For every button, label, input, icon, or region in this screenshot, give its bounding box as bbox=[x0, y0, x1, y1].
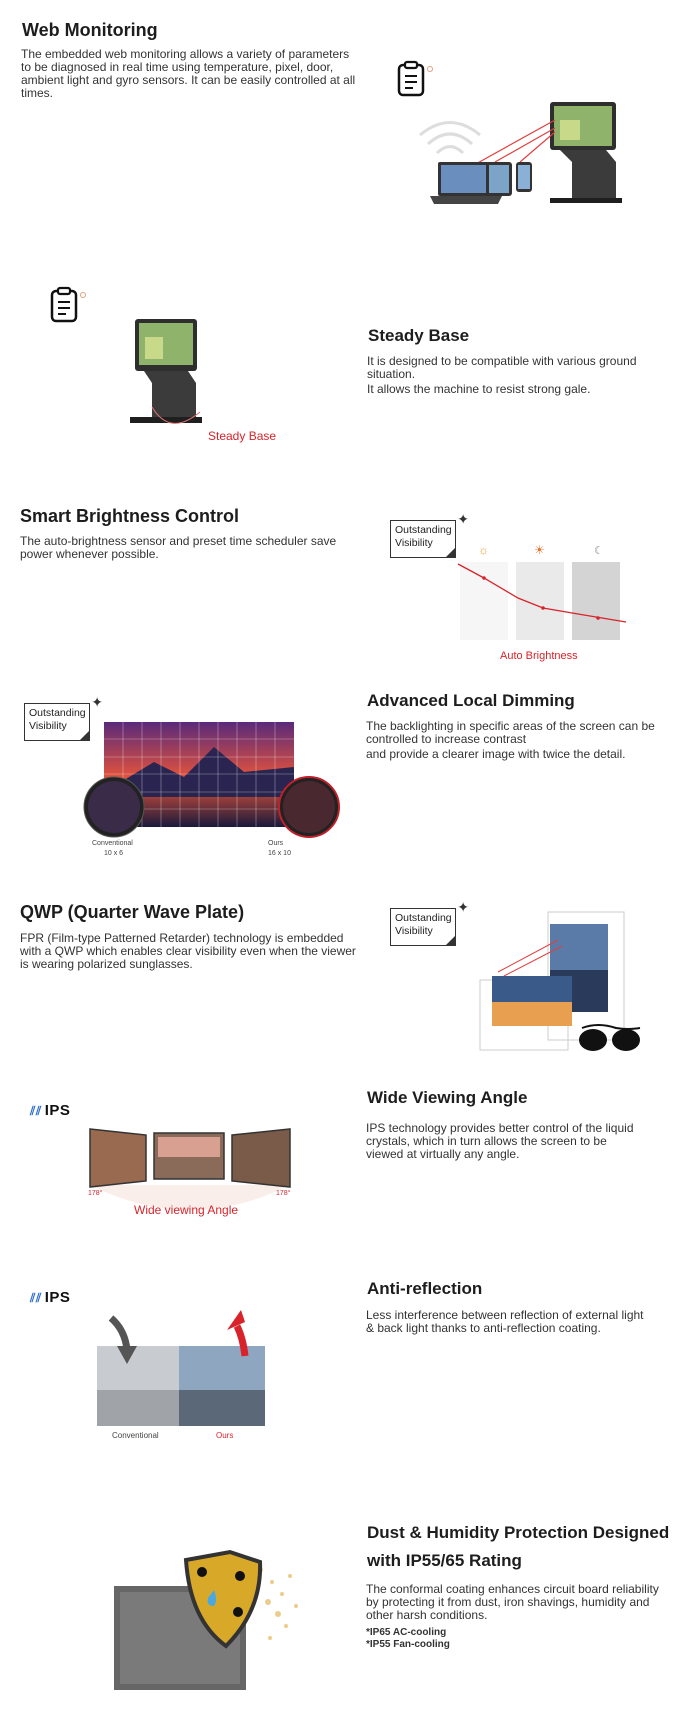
angle-right-label: 178° bbox=[276, 1190, 291, 1197]
smart-brightness-title: Smart Brightness Control bbox=[20, 506, 240, 526]
steady-base-text-2: It allows the machine to resist strong gale. bbox=[367, 382, 591, 396]
sunset-icon: ☀ bbox=[534, 543, 545, 557]
conventional-label: Conventional bbox=[92, 840, 133, 847]
anti-reflection-illustration bbox=[95, 1310, 270, 1428]
dust-title-line-2: with IP55/65 Rating bbox=[367, 1551, 522, 1570]
clipboard-icon bbox=[396, 60, 436, 100]
wide-angle-title: Wide Viewing Angle bbox=[367, 1088, 528, 1107]
steady-base-text-1: It is designed to be compatible with various ground situation. bbox=[367, 354, 637, 381]
web-monitoring-text: The embedded web monitoring allows a variety of parameters to be diagnosed in real time using temperature, pixel, door, ambient light and gyro sensors. It can be easily controlled at all times. bbox=[21, 47, 356, 100]
local-dimming-text-2: and provide a clearer image with twice the detail. bbox=[366, 747, 626, 761]
web-monitoring-illustration bbox=[410, 100, 640, 220]
conventional-grid-label: 10 x 6 bbox=[104, 850, 124, 857]
auto-brightness-chart bbox=[458, 540, 630, 642]
ips-logo: ⫽⫽ IPS bbox=[30, 1289, 71, 1306]
local-dimming-title: Advanced Local Dimming bbox=[367, 691, 575, 710]
ips-logo: ⫽⫽ IPS bbox=[30, 1102, 71, 1119]
ip55-note: *IP55 Fan-cooling bbox=[366, 1639, 450, 1650]
outstanding-visibility-badge: Outstanding Visibility ✦ bbox=[24, 703, 90, 741]
anti-reflection-title: Anti-reflection bbox=[367, 1279, 483, 1298]
steady-base-caption: Steady Base bbox=[208, 429, 277, 443]
sparkle-icon: ✦ bbox=[91, 694, 103, 710]
smart-brightness-text: The auto-brightness sensor and preset time scheduler save power whenever possible. bbox=[20, 534, 337, 561]
ours-label: Ours bbox=[216, 1431, 234, 1440]
outstanding-visibility-badge: Outstanding Visibility ✦ bbox=[390, 908, 456, 946]
anti-reflection-text: Less interference between reflection of external light & back light thanks to anti-reflection coating. bbox=[366, 1308, 644, 1335]
dust-protection-illustration bbox=[110, 1550, 310, 1700]
outstanding-visibility-badge: Outstanding Visibility ✦ bbox=[390, 520, 456, 558]
wide-angle-caption: Wide viewing Angle bbox=[134, 1203, 239, 1217]
local-dimming-text-1: The backlighting in specific areas of the screen can be controlled to increase contrast bbox=[366, 719, 655, 746]
moon-icon: ☾ bbox=[594, 545, 604, 557]
ours-grid-label: 16 x 10 bbox=[268, 850, 291, 857]
auto-brightness-caption: Auto Brightness bbox=[500, 650, 578, 662]
dust-text: The conformal coating enhances circuit board reliability by protecting it from dust, iron shavings, humidity and other harsh conditions. bbox=[366, 1582, 659, 1622]
sparkle-icon: ✦ bbox=[457, 511, 469, 527]
qwp-title: QWP (Quarter Wave Plate) bbox=[20, 902, 245, 922]
sparkle-icon: ✦ bbox=[457, 899, 469, 915]
steady-base-title: Steady Base bbox=[368, 326, 470, 345]
ip65-note: *IP65 AC-cooling bbox=[366, 1627, 447, 1638]
angle-left-label: 178° bbox=[88, 1190, 103, 1197]
kiosk-illustration bbox=[130, 317, 210, 427]
sun-icon: ☼ bbox=[478, 543, 489, 557]
web-monitoring-title: Web Monitoring bbox=[22, 20, 158, 40]
dust-title-line-1: Dust & Humidity Protection Designed bbox=[367, 1523, 670, 1542]
qwp-text: FPR (Film-type Patterned Retarder) technology is embedded with a QWP which enables clear visibility even when the viewer is wearing polarized sunglasses. bbox=[20, 931, 356, 971]
wide-angle-text: IPS technology provides better control of the liquid crystals, which in turn allows the screen to be viewed at virtually any angle. bbox=[366, 1121, 634, 1161]
clipboard-icon bbox=[49, 286, 89, 326]
conventional-label: Conventional bbox=[112, 1431, 159, 1440]
qwp-illustration bbox=[478, 910, 658, 1060]
ours-label: Ours bbox=[268, 840, 284, 847]
